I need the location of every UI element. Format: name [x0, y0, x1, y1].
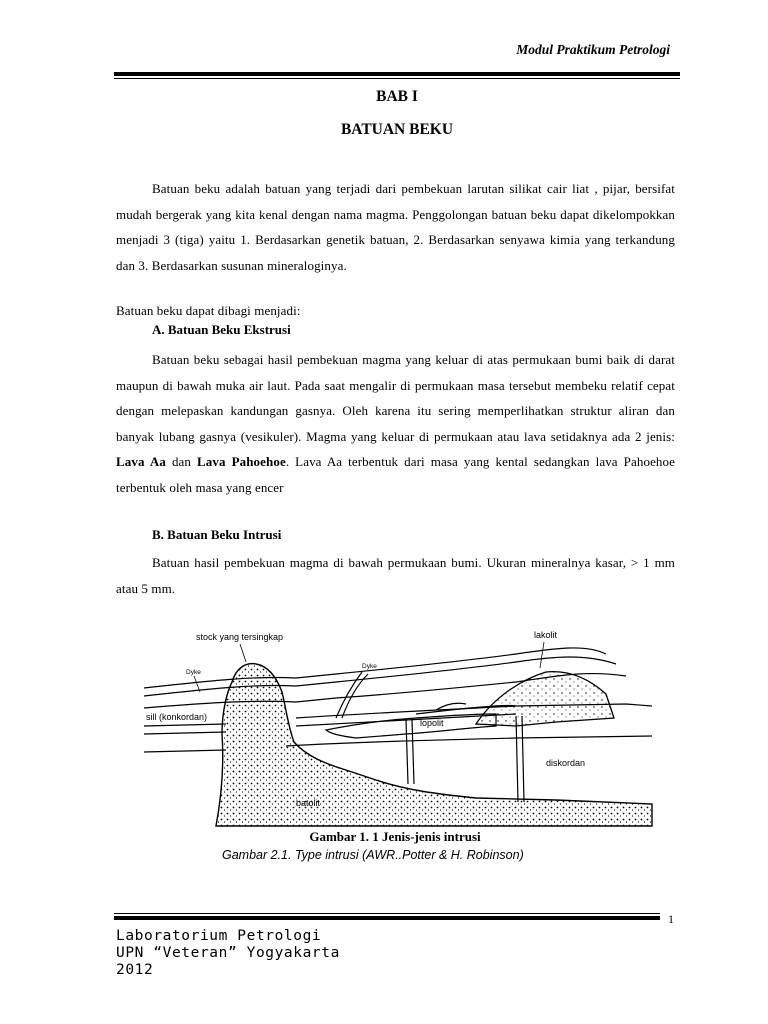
- section-a-text-2: . Lava Aa terbentuk dari masa yang kental sedangkan lava Pahoehoe terbentuk oleh masa yang encer: [116, 454, 676, 495]
- figure-caption: Gambar 1. 1 Jenis-jenis intrusi: [309, 829, 481, 844]
- section-a-paragraph: [116, 347, 675, 500]
- chapter-title: BATUAN BEKU: [340, 121, 454, 138]
- section-b-heading: B. Batuan Beku Intrusi: [152, 527, 282, 542]
- footer-block: [116, 928, 340, 979]
- intro-paragraph: Batuan beku adalah batuan yang terjadi dari pembekuan larutan silikat cair liat , pijar, bersifat mudah bergerak yang kita kenal dengan nama magma. Penggolongan batuan beku dapat dikelompokkan menjadi 3 (tiga) yaitu 1. Berdasarkan genetik batuan, 2. Berdasarkan senyawa kimia yang terkandung dan 3. Berdasarkan susunan mineraloginya.: [116, 181, 675, 273]
- label-sill: sill (konkordan): [146, 712, 208, 722]
- footer-lab-name: Laboratorium Petrologi: [116, 928, 322, 944]
- intrusion-figure: [136, 614, 654, 830]
- lava-pahoehoe-term: Lava Pahoehoe: [197, 454, 286, 469]
- page-number: 1: [668, 912, 674, 926]
- running-header: Modul Praktikum Petrologi: [516, 42, 670, 57]
- section-a-heading: A. Batuan Beku Ekstrusi: [152, 322, 291, 337]
- label-dyke-mid: Dyke: [362, 663, 377, 670]
- figure-source-caption: Gambar 2.1. Type intrusi (AWR..Potter & H. Robinson): [222, 848, 524, 862]
- divided-line: Batuan beku dapat dibagi menjadi:: [116, 303, 301, 318]
- lava-aa-term: Lava Aa: [116, 454, 166, 469]
- section-a-text-1: Batuan beku sebagai hasil pembekuan magma yang keluar di atas permukaan bumi baik di darat maupun di bawah muka air laut. Pada saat mengalir di permukaan masa tersebut membeku relatif cepat dengan melepaskan kandungan gasnya. Oleh karena itu sering memperlihatkan struktur aliran dan banyak lubang gasnya (vesikuler). Magma yang keluar di permukaan atau lava setidaknya ada 2 jenis:: [116, 352, 675, 444]
- label-lopolit: lopolit: [420, 718, 444, 728]
- section-b-paragraph: Batuan hasil pembekuan magma di bawah permukaan bumi. Ukuran mineralnya kasar, > 1 mm atau 5 mm.: [116, 555, 675, 596]
- footer-university: UPN “Veteran” Yogyakarta: [116, 945, 340, 961]
- intrusion-diagram: [136, 614, 654, 830]
- label-stock: stock yang tersingkap: [196, 632, 284, 642]
- lakolit-body: [476, 672, 614, 726]
- footer-year: 2012: [116, 962, 154, 978]
- lopolit-body: [326, 714, 496, 738]
- footer-rule-thin: [114, 913, 660, 914]
- label-dyke-left: Dyke: [186, 669, 201, 676]
- header-rule: [114, 72, 680, 76]
- label-diskordan: diskordan: [546, 758, 586, 768]
- footer-rule: [114, 916, 660, 920]
- label-batolit: batolit: [296, 798, 321, 808]
- label-lakolit: lakolit: [534, 630, 558, 640]
- chapter-number: BAB I: [376, 88, 418, 105]
- and-word: dan: [171, 454, 192, 469]
- header-rule-thin: [114, 78, 680, 79]
